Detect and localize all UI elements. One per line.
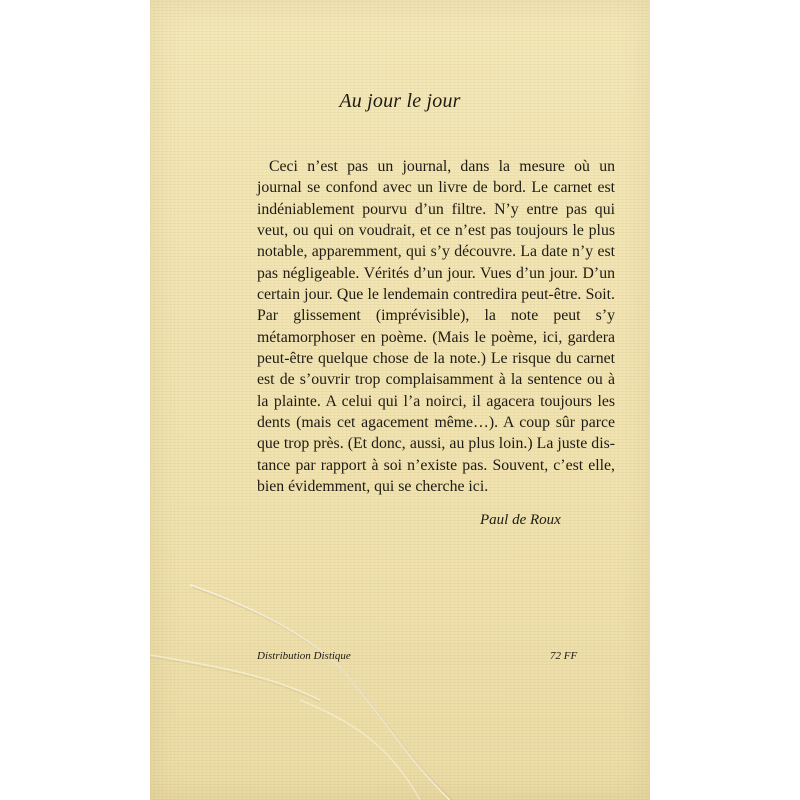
book-back-cover (150, 0, 650, 800)
distribution-label: Distribution Distique (257, 650, 351, 662)
price-label: 72 FF (550, 650, 578, 662)
blurb-text: Ceci n’est pas un journal, dans la mesure où un journal se confond avec un livre de bord. Le carnet est indéniablement pourvu d’un filtre. N’y entre pas qui veut, ou qui on voudrait, et ce n’est pas toujours le plus notable, apparemment, qui s’y découvre. La date n’y est pas négligeable. Vérités d’un jour. Vues d’un jour. D’un certain jour. Que le lendemain contredira peut-être. Soit. Par glissement (imprévisible), la note peut s’y métamorphoser en poème. (Mais le poème, ici, gardera peut-être quelque chose de la note.) Le risque du carnet est de s’ouvrir trop complaisamment à la sentence ou à la plainte. A celui qui l’a noirci, il agacera toujours les dents (mais cet agacement même…). A coup sûr parce que trop près. (Et donc, aussi, au plus loin.) La juste distance par rapport à soi n’existe pas. Souvent, c’est elle, bien évidemment, qui se cherche ici. (257, 158, 615, 496)
author-name: Paul de Roux (480, 512, 561, 528)
book-title: Au jour le jour (339, 90, 461, 112)
